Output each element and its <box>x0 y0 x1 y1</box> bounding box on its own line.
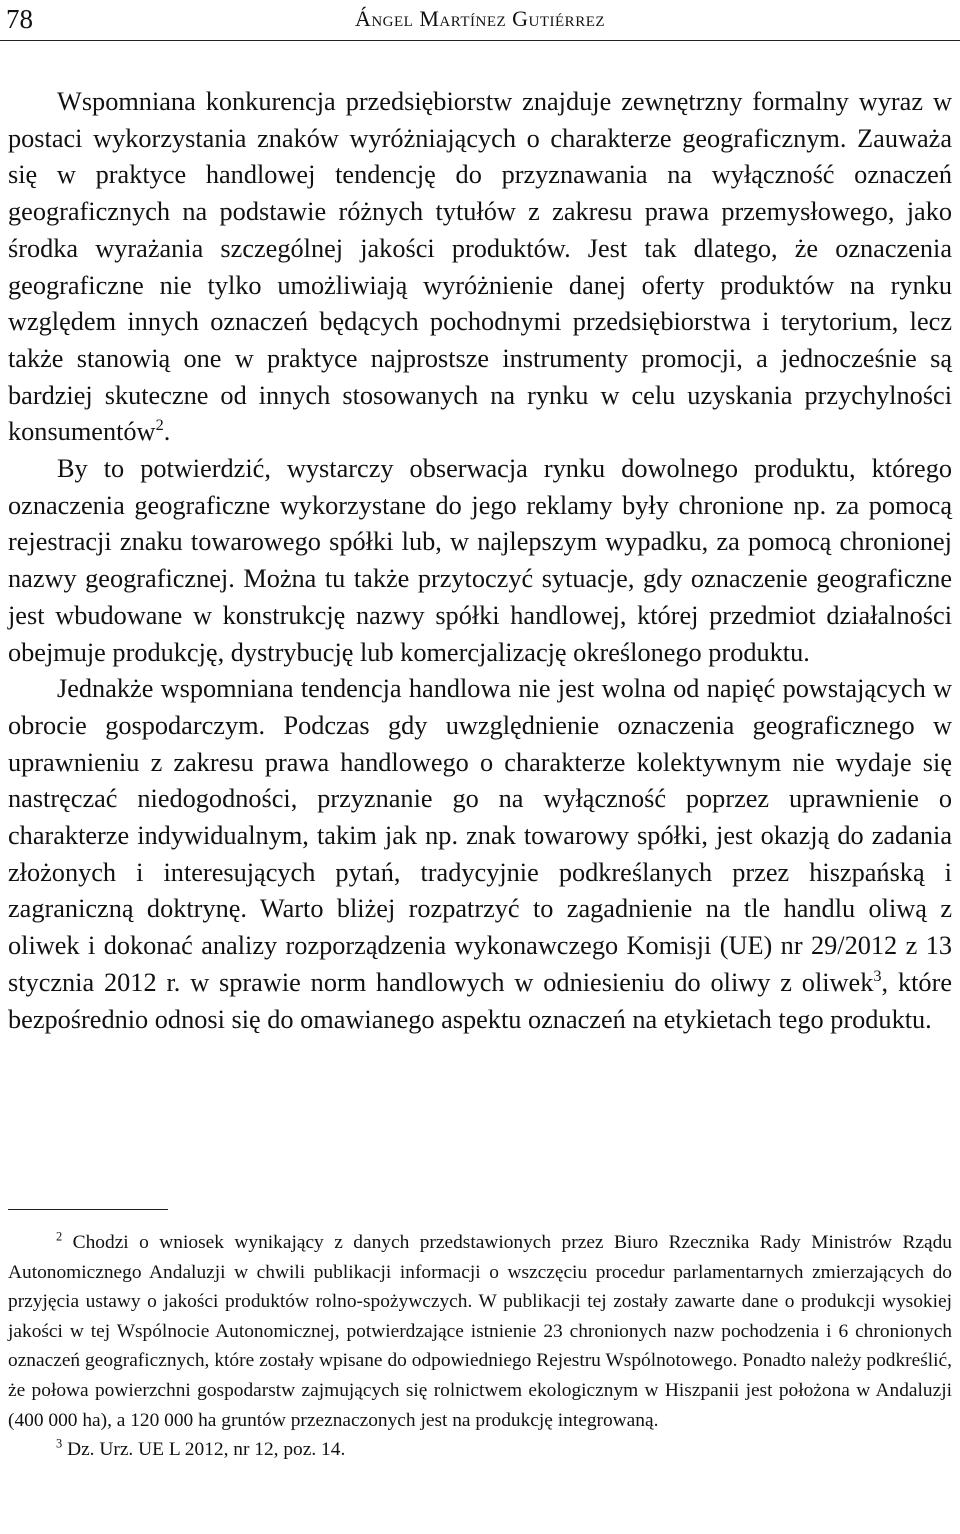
page-header <box>0 0 960 40</box>
paragraph-3-end: , które bezpośrednio odnosi się do omawianego aspektu oznaczeń na etykietach tego produktu. <box>8 967 952 1034</box>
paragraph-2: By to potwierdzić, wystarczy obserwacja rynku dowolnego produktu, którego oznaczenia geograficzne wykorzystane do jego reklamy były chronione np. za pomocą rejestracji znaku towarowego spółki lub, w najlepszym wypadku, za pomocą chronionej nazwy geograficznej. Można tu także przytoczyć sytuacje, gdy oznaczenie geograficzne jest wbudowane w konstrukcję nazwy spółki handlowej, której przedmiot działalności obejmuje produkcję, dystrybucję lub komercjalizację określonego produktu. <box>8 454 952 667</box>
footnote-2-text: Chodzi o wniosek wynikający z danych przedstawionych przez Biuro Rzecznika Rady Ministrów Rządu Autonomicznego Andaluzji w chwili publikacji informacji o wszczęciu procedur parlamentarnych zmierzających do przyjęcia ustawy o jakości produktów rolno-spożywczych. W publikacji tej zostały zawarte dane o produkcji wysokiej jakości w tej Wspólnocie Autonomicznej, potwierdzające istnienie 23 chronionych nazw pochodzenia i 6 chronionych oznaczeń geograficznych, które zostały wpisane do odpowiedniego Rejestru Wspólnotowego. Ponadto należy podkreślić, że połowa powierzchni gospodarstw zajmujących się rolnictwem ekologicznym w Hiszpanii jest położona w Andaluzji (400 000 ha), a 120 000 ha gruntów przeznaczonych jest na produkcję integrowaną. <box>8 1232 952 1431</box>
paragraph-1 <box>8 84 952 451</box>
footnote-separator <box>8 1209 168 1210</box>
main-text <box>8 84 952 1038</box>
footnote-2 <box>8 1228 952 1435</box>
paragraph-3 <box>8 671 952 1038</box>
footnote-3-number: 3 <box>56 1436 63 1451</box>
page-number: 78 <box>6 4 33 34</box>
footnote-3-text: Dz. Urz. UE L 2012, nr 12, poz. 14. <box>67 1439 346 1461</box>
footnotes <box>8 1228 952 1465</box>
header-rule <box>0 40 960 41</box>
paragraph-1-end: . <box>163 417 171 447</box>
footnote-2-number: 2 <box>56 1229 63 1244</box>
paragraph-3-text: Jednakże wspomniana tendencja handlowa nie jest wolna od napięć powstających w obrocie gospodarczym. Podczas gdy uwzględnienie oznaczenia geograficznego w uprawnieniu z zakresu prawa handlowego o charakterze kolektywnym nie wydaje się nastręczać niedogodności, przyznanie go na wyłączność poprzez uprawnienie o charakterze indywidualnym, takim jak np. znak towarowy spółki, jest okazją do zadania złożonych i interesujących pytań, tradycyjnie podkreślanych przez hiszpańską i zagraniczną doktrynę. Warto bliżej rozpatrzyć to zagadnienie na tle handlu oliwą z oliwek i dokonać analizy rozporządzenia wykonawczego Komisji (UE) nr 29/2012 z 13 stycznia 2012 r. w sprawie norm handlowych w odniesieniu do oliwy z oliwek <box>8 674 952 997</box>
footnote-ref-3: 3 <box>873 966 882 986</box>
paragraph-1-text: Wspomniana konkurencja przedsiębiorstw znajduje zewnętrzny formalny wyraz w postaci wykorzystania znaków wyróżniających o charakterze geograficznym. Zauważa się w praktyce handlowej tendencję do przyznawania na wyłączność oznaczeń geograficznych na podstawie różnych tytułów z zakresu prawa przemysłowego, jako środka wyrażania szczególnej jakości produktów. Jest tak dlatego, że oznaczenia geograficzne nie tylko umożliwiają wyróżnienie danej oferty produktów na rynku względem innych oznaczeń będących pochodnymi przedsiębiorstwa i terytorium, lecz także stanowią one w praktyce najprostsze instrumenty promocji, a jednocześnie są bardziej skuteczne od innych stosowanych na rynku w celu uzyskania przychylności konsumentów <box>8 87 952 447</box>
running-head: Ángel Martínez Gutiérrez <box>354 6 606 31</box>
footnote-3 <box>8 1435 952 1465</box>
footnote-ref-2: 2 <box>155 415 164 435</box>
